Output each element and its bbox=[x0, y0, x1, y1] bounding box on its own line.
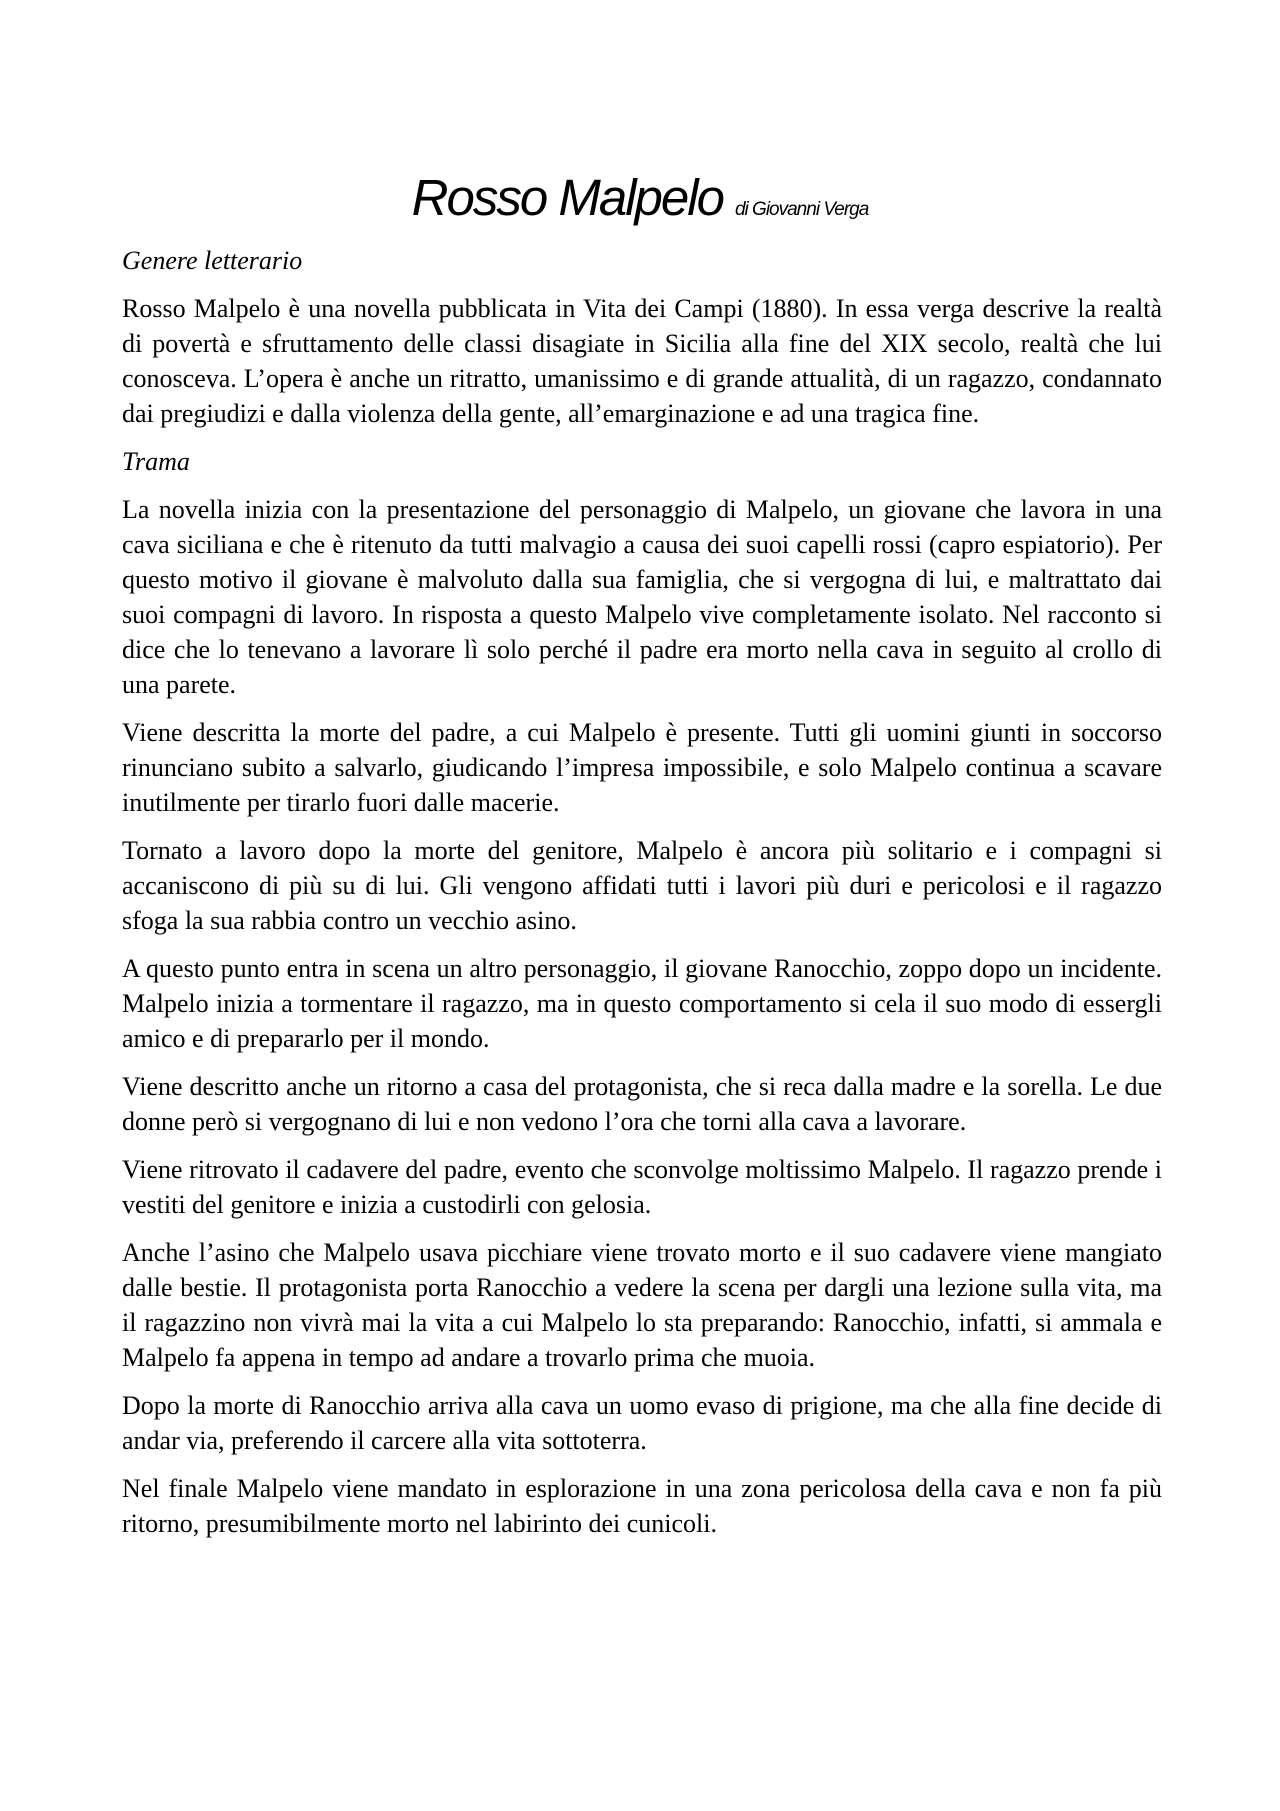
document-subtitle: di Giovanni Verga bbox=[734, 199, 869, 220]
paragraph: Nel finale Malpelo viene mandato in esplorazione in una zona pericolosa della cava e non fa più ritorno, presumibilmente morto nel labirinto dei cunicoli. bbox=[122, 1474, 1162, 1538]
paragraph: A questo punto entra in scena un altro personaggio, il giovane Ranocchio, zoppo dopo un incidente. Malpelo inizia a tormentare il ragazzo, ma in questo comportamento si cela il suo modo di essergli amico e di prepararlo per il mondo. bbox=[122, 954, 1162, 1053]
section-heading-trama: Trama bbox=[122, 447, 190, 476]
paragraph: Viene descritta la morte del padre, a cui Malpelo è presente. Tutti gli uomini giunti in soccorso rinunciano subito a salvarlo, giudicando l’impresa impossibile, e solo Malpelo continua a scavare inutilmente per tirarlo fuori dalle macerie. bbox=[122, 718, 1162, 817]
paragraph: Anche l’asino che Malpelo usava picchiare viene trovato morto e il suo cadavere viene mangiato dalle bestie. Il protagonista porta Ranocchio a vedere la scena per dargli una lezione sulla vita, ma il ragazzino non vivrà mai la vita a cui Malpelo lo sta preparando: Ranocchio, infatti, si ammala e Malpelo fa appena in tempo ad andare a trovarlo prima che muoia. bbox=[122, 1238, 1162, 1372]
paragraph: Rosso Malpelo è una novella pubblicata in Vita dei Campi (1880). In essa verga descrive la realtà di povertà e sfruttamento delle classi disagiate in Sicilia alla fine del XIX secolo, realtà che lui conosceva. L’opera è anche un ritratto, umanissimo e di grande attualità, di un ragazzo, condannato dai pregiudizi e dalla violenza della gente, all’emarginazione e ad una tragica fine. bbox=[122, 294, 1162, 428]
section-heading-genere: Genere letterario bbox=[122, 246, 303, 275]
paragraph: Viene descritto anche un ritorno a casa del protagonista, che si reca dalla madre e la sorella. Le due donne però si vergognano di lui e non vedono l’ora che torni alla cava a lavorare. bbox=[122, 1072, 1162, 1136]
paragraph: Dopo la morte di Ranocchio arriva alla cava un uomo evaso di prigione, ma che alla fine decide di andar via, preferendo il carcere alla vita sottoterra. bbox=[122, 1391, 1162, 1455]
document-body bbox=[122, 243, 1162, 1554]
document-title: Rosso Malpelo bbox=[411, 169, 723, 226]
paragraph: La novella inizia con la presentazione del personaggio di Malpelo, un giovane che lavora in una cava siciliana e che è ritenuto da tutti malvagio a causa dei suoi capelli rossi (capro espiatorio). Per questo motivo il giovane è malvoluto dalla sua famiglia, che si vergogna di lui, e maltrattato dai suoi compagni di lavoro. In risposta a questo Malpelo vive completamente isolato. Nel racconto si dice che lo tenevano a lavorare lì solo perché il padre era morto nella cava in seguito al crollo di una parete. bbox=[122, 495, 1162, 699]
title-block bbox=[0, 168, 1280, 227]
paragraph: Viene ritrovato il cadavere del padre, evento che sconvolge moltissimo Malpelo. Il ragazzo prende i vestiti del genitore e inizia a custodirli con gelosia. bbox=[122, 1155, 1162, 1219]
paragraph: Tornato a lavoro dopo la morte del genitore, Malpelo è ancora più solitario e i compagni si accaniscono di più su di lui. Gli vengono affidati tutti i lavori più duri e pericolosi e il ragazzo sfoga la sua rabbia contro un vecchio asino. bbox=[122, 836, 1162, 935]
